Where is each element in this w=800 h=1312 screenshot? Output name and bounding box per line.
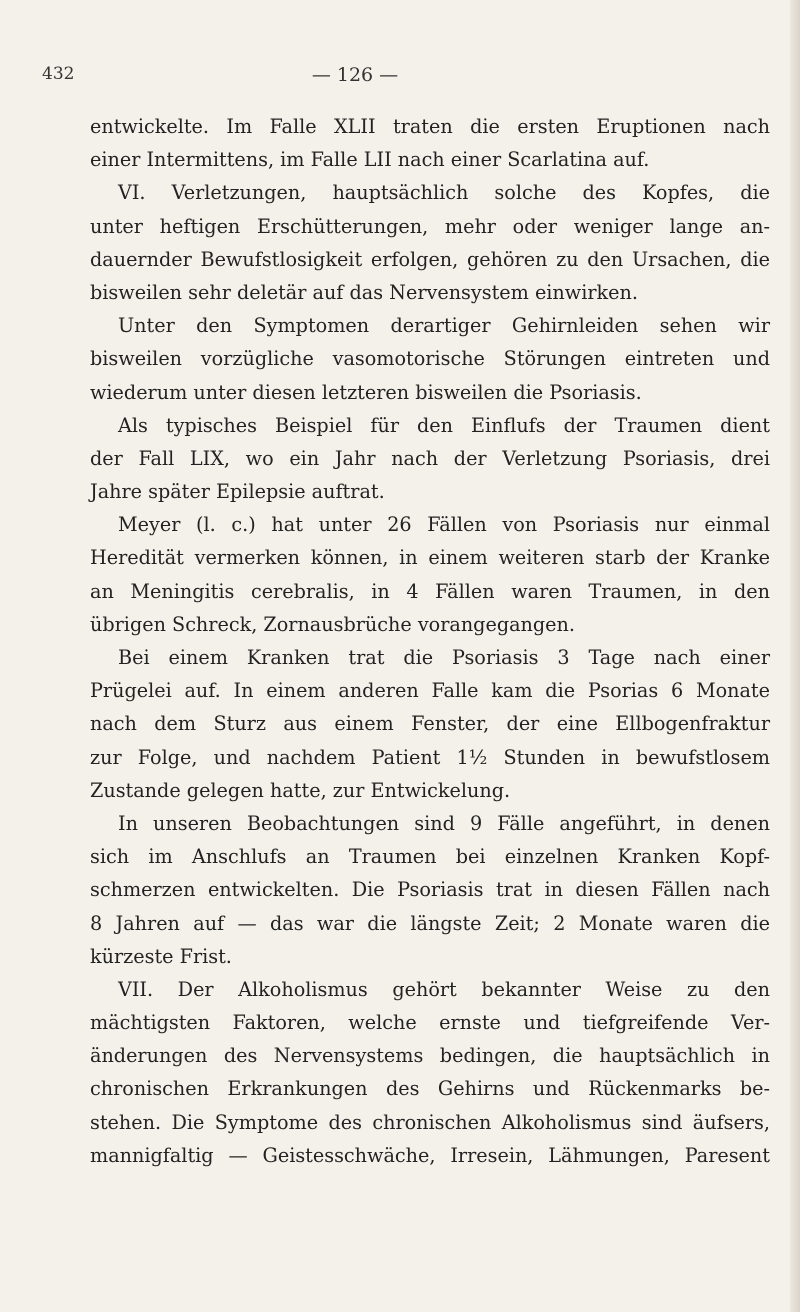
text-line: Jahre später Epilepsie auftrat. (90, 480, 385, 504)
text-line: VII. Der Alkoholismus gehört bekannter Weise zu den (118, 977, 770, 1001)
text-line: an Meningitis cerebralis, in 4 Fällen waren Traumen, in den (90, 579, 770, 603)
text-line: bisweilen vorzügliche vasomotorische Störungen eintreten und (90, 347, 770, 371)
text-line: dauernder Bewufstlosigkeit erfolgen, gehören zu den Ursachen, die (90, 247, 770, 271)
text-line: unter heftigen Erschütterungen, mehr oder weniger lange an- (90, 214, 770, 238)
text-line: Zustande gelegen hatte, zur Entwickelung. (90, 778, 511, 802)
text-line: Bei einem Kranken trat die Psoriasis 3 Tage nach einer (118, 646, 770, 669)
text-line: änderungen des Nervensystems bedingen, die hauptsächlich in (90, 1044, 770, 1068)
text-line: einer Intermittens, im Falle LII nach einer Scarlatina auf. (90, 148, 650, 172)
text-line: der Fall LIX, wo ein Jahr nach der Verletzung Psoriasis, drei (90, 446, 770, 470)
page-number: — 126 — (311, 64, 399, 86)
page-edge-shadow (790, 0, 800, 1312)
text-line: Heredität vermerken können, in einem weiteren starb der Kranke (90, 546, 770, 570)
page-header (0, 62, 800, 92)
text-line: Prügelei auf. In einem anderen Falle kam die Psorias 6 Monate (90, 679, 770, 703)
text-line: bisweilen sehr deletär auf das Nervensystem einwirken. (90, 280, 638, 304)
text-line: mächtigsten Faktoren, welche ernste und tiefgreifende Ver- (90, 1011, 770, 1035)
text-line: mannigfaltig — Geistesschwäche, Irresein, Lähmungen, Paresent (90, 1143, 770, 1167)
text-line: In unseren Beobachtungen sind 9 Fälle angeführt, in denen (118, 811, 770, 835)
text-line: kürzeste Frist. (90, 944, 232, 968)
text-line: schmerzen entwickelten. Die Psoriasis trat in diesen Fällen nach (90, 878, 770, 902)
text-line: wiederum unter diesen letzteren bisweilen die Psoriasis. (90, 380, 642, 404)
text-line: Unter den Symptomen derartiger Gehirnleiden sehen wir (118, 314, 770, 338)
text-line: VI. Verletzungen, hauptsächlich solche des Kopfes, die (118, 181, 770, 205)
text-line: zur Folge, und nachdem Patient 1½ Stunden in bewufstlosem (90, 745, 770, 769)
text-line: stehen. Die Symptome des chronischen Alkoholismus sind äufsers, (90, 1110, 770, 1134)
text-line: Als typisches Beispiel für den Einflufs der Traumen dient (118, 413, 770, 437)
text-line: chronischen Erkrankungen des Gehirns und Rückenmarks be- (90, 1077, 770, 1101)
text-line: entwickelte. Im Falle XLII traten die ersten Eruptionen nach (90, 115, 770, 138)
text-line: sich im Anschlufs an Traumen bei einzelnen Kranken Kopf- (90, 845, 770, 869)
text-line: 8 Jahren auf — das war die längste Zeit; 2 Monate waren die (90, 911, 770, 935)
text-line: nach dem Sturz aus einem Fenster, der eine Ellbogenfraktur (90, 712, 770, 736)
body-text (90, 110, 770, 1172)
original-page-number: 432 (42, 64, 75, 84)
text-line: Meyer (l. c.) hat unter 26 Fällen von Psoriasis nur einmal (118, 513, 770, 537)
text-line: übrigen Schreck, Zornausbrüche vorangegangen. (90, 612, 575, 636)
